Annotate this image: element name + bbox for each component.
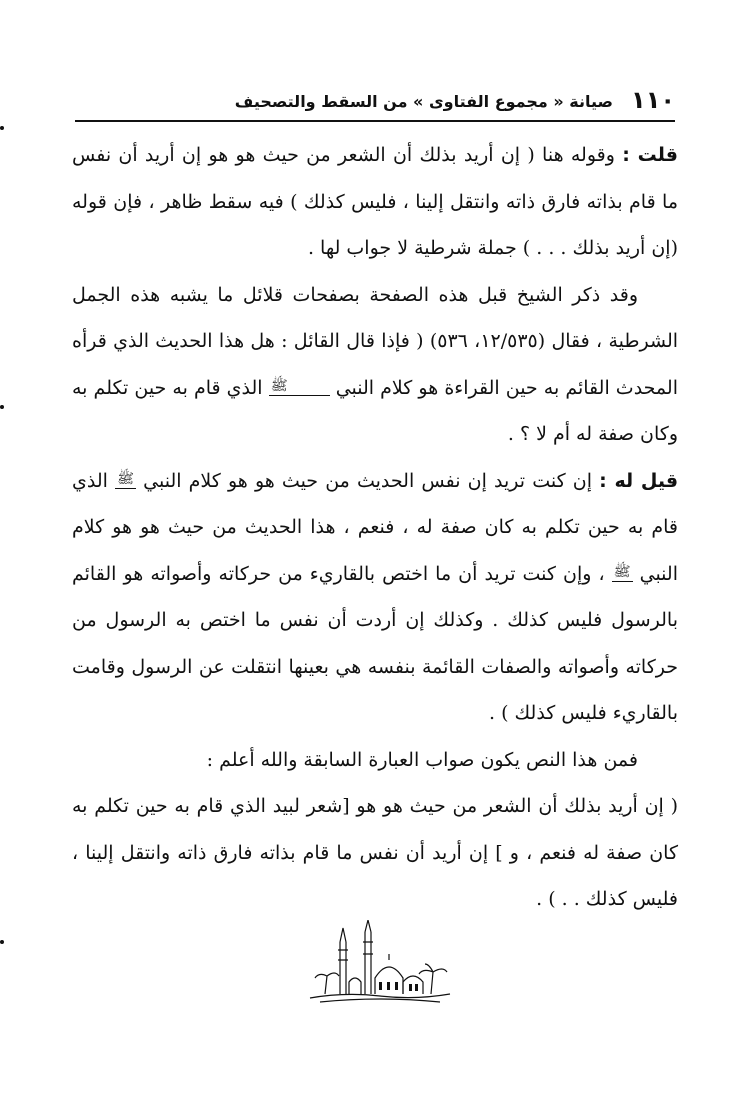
paragraph-text: فمن هذا النص يكون صواب العبارة السابقة والله أعلم : — [206, 748, 638, 771]
body-text — [72, 132, 678, 923]
scan-mark — [0, 940, 4, 944]
paragraph-qila-lahu — [72, 458, 678, 737]
paragraph-qult — [72, 132, 678, 272]
paragraph-text: الذي قام به حين تكلم به وكان صفة له أم لا ؟ . — [72, 376, 678, 445]
paragraph-text: وقوله هنا ( إن أريد بذلك أن الشعر من حيث هو هو إن أريد أن نفس ما قام بذاته فارق ذاته وانتقل إلينا ، فليس كذلك ) فيه سقط ظاهر ، فإن قوله (إن أريد بذلك . . . ) جملة شرطية لا جواب لها . — [72, 144, 678, 259]
paragraph-text: وقد ذكر الشيخ قبل هذه الصفحة بصفحات قلائل ما يشبه هذه الجمل الشرطية ، فقال (١٢/٥٣٥، ٥٣٦) ( فإذا قال القائل : هل هذا الحديث الذي قرأه المحدث القائم به حين القراءة هو كلام النبي — [72, 283, 679, 399]
paragraph-text: ، وإن كنت تريد أن ما اختص بالقاريء من حركاته وأصواته هو القائم بالرسول فليس كذلك . وكذلك إن أردت أن نفس ما اختص به الرسول من حركاته وأصواته والصفات القائمة بنفسه هي بعينها انتقلت عن الرسول وقامت بالقاريء فليس كذلك ) . — [72, 562, 678, 724]
pbuh-symbol: ﷺ — [117, 470, 134, 487]
mosque-ornament-icon — [305, 920, 455, 1005]
paragraph-text: الذي قام به حين تكلم به كان صفة له ، فنعم ، هذا الحديث من حيث هو هو كلام النبي — [72, 469, 678, 585]
running-header — [75, 84, 675, 124]
paragraph-quote-intro — [72, 272, 678, 458]
scan-mark — [0, 405, 4, 409]
page-number: ١١٠ — [631, 86, 675, 114]
header-title: صيانة « مجموع الفتاوى » من السقط والتصحيف — [234, 92, 613, 111]
paragraph-text: إن كنت تريد إن نفس الحديث من حيث هو هو كلام النبي — [143, 469, 593, 492]
pbuh-symbol: ﷺ — [269, 377, 330, 396]
scan-mark — [0, 126, 4, 130]
paragraph-conclusion — [72, 737, 678, 784]
paragraph-text: ( إن أريد بذلك أن الشعر من حيث هو هو [شعر لبيد الذي قام به حين تكلم به كان صفة له فنعم ، و ] إن أريد أن نفس ما قام بذاته فارق ذاته وانتقل إلينا ، فليس كذلك . . ) . — [72, 795, 678, 910]
lead-word-qila: قيل له : — [599, 469, 679, 492]
pbuh-symbol: ﷺ — [613, 563, 631, 580]
lead-word-qult: قلت : — [622, 144, 678, 166]
header-rule — [75, 120, 675, 122]
paragraph-corrected-text — [72, 783, 678, 923]
